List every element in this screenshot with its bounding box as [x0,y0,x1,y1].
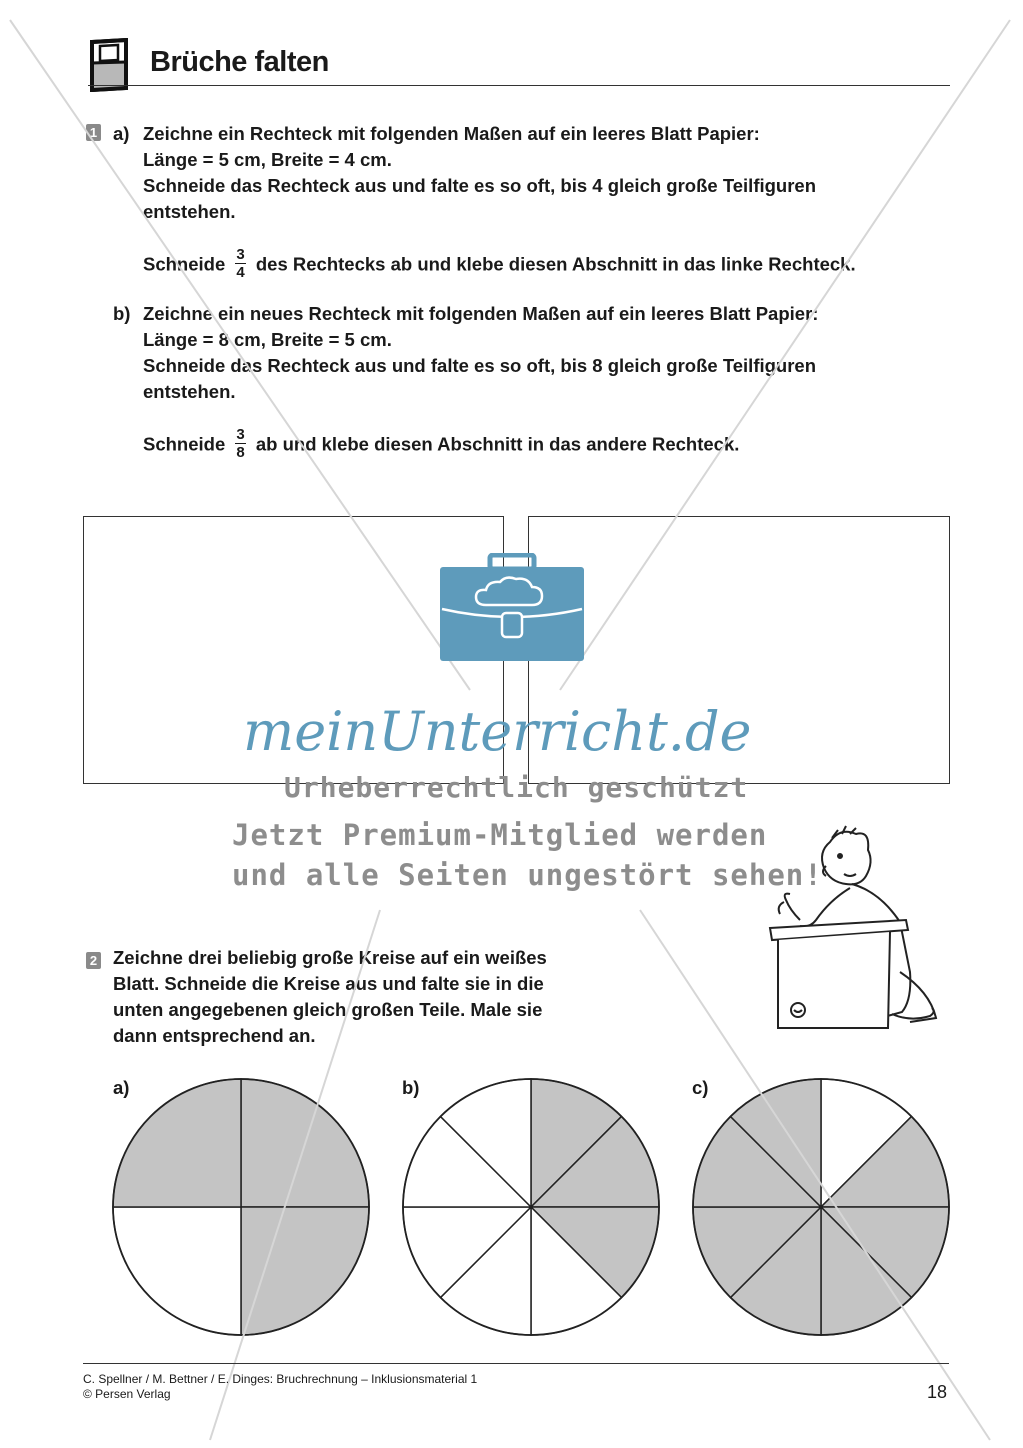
circle-b-label: b) [402,1077,420,1098]
cut-prefix: Schneide [143,253,226,275]
cut-prefix: Schneide [143,433,226,455]
cut-suffix: ab und klebe diesen Abschnitt in das andere Rechteck. [255,433,740,455]
task1a-line: entstehen. [143,201,236,222]
circle-c-label: c) [692,1077,709,1098]
task1b-line: Länge = 8 cm, Breite = 5 cm. [143,329,392,350]
task1a-line: Schneide das Rechteck aus und falte es so oft, bis 4 gleich große Teilfiguren [143,175,817,196]
task1a-line: Zeichne ein Rechteck mit folgenden Maßen auf ein leeres Blatt Papier: [143,123,760,144]
circle-a-label: a) [113,1077,130,1098]
task1b-line: Schneide das Rechteck aus und falte es so oft, bis 8 gleich große Teilfiguren [143,355,817,376]
task1b-line: Zeichne ein neues Rechteck mit folgenden Maßen auf ein leeres Blatt Papier: [143,303,819,324]
footer-divider [83,1363,949,1364]
footer-citation [83,1372,477,1402]
cut-suffix: des Rechtecks ab und klebe diesen Abschnitt in das linke Rechteck. [255,253,856,275]
page-number: 18 [927,1382,948,1402]
task2-line: Zeichne drei beliebig große Kreise auf ein weißes [113,947,547,968]
fraction-denominator: 8 [236,444,245,461]
task1a-label: a) [113,123,130,144]
task-number-1: 1 [86,124,101,141]
briefcase-cloud-icon [436,553,588,665]
fraction-numerator: 3 [236,246,245,263]
task1b-label: b) [113,303,131,324]
watermark-premium-line1: Jetzt Premium-Mitglied werden [232,818,768,852]
footer-authors: C. Spellner / M. Bettner / E. Dinges: Bruchrechnung – Inklusionsmaterial 1 [83,1372,478,1386]
task2-line: dann entsprechend an. [113,1025,316,1046]
task-number-2: 2 [86,952,101,969]
task1a-line: Länge = 5 cm, Breite = 4 cm. [143,149,392,170]
page-title: Brüche falten [150,46,329,78]
task1b-line: entstehen. [143,381,236,402]
task2-line: unten angegebenen gleich großen Teile. Male sie [113,999,543,1020]
fraction-numerator: 3 [236,426,245,443]
watermark-copyright: Urheberrechtlich geschützt [284,771,749,804]
watermark-logo-text: meinUnterricht.de [243,700,752,763]
task2-line: Blatt. Schneide die Kreise aus und falte sie in die [113,973,544,994]
fraction-denominator: 4 [236,264,245,281]
footer-publisher: © Persen Verlag [83,1387,171,1401]
watermark-premium-line2: und alle Seiten ungestört sehen! [232,858,823,892]
